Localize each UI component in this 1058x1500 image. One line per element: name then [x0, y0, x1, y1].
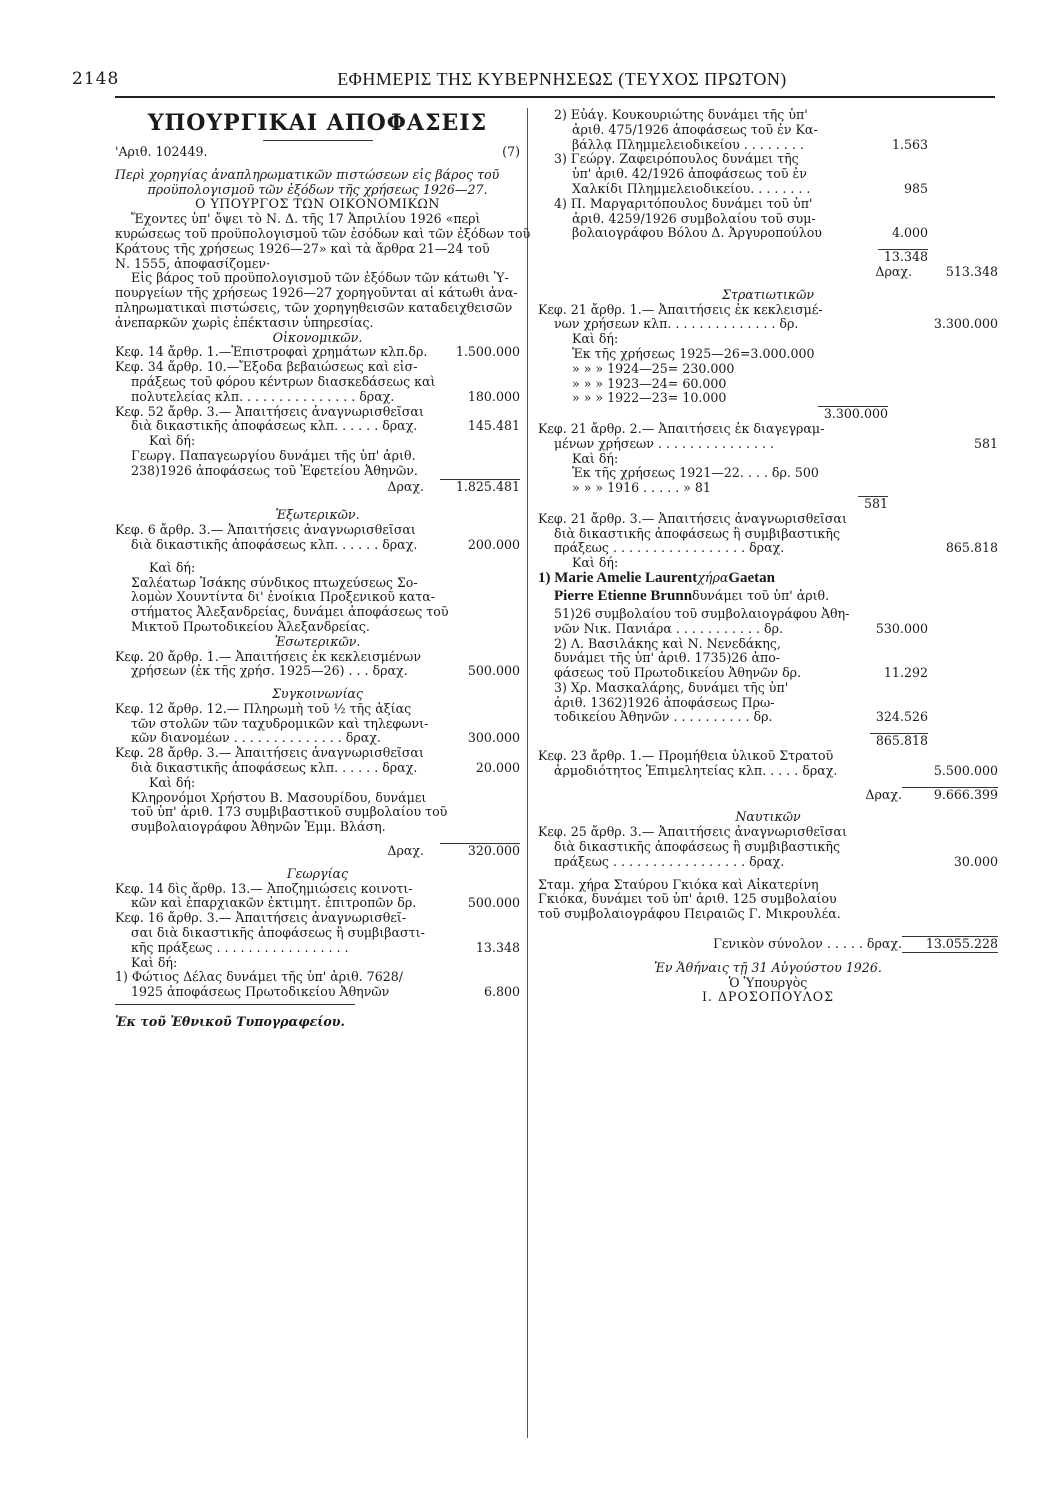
intro-line: πληρωματικαὶ πιστώσεις, τῶν χορηγηθεισῶν καταδειχθεισῶν	[115, 299, 513, 315]
entry-line: Καὶ δή:	[149, 559, 196, 575]
entry-line: Κεφ. 21 ἄρθρ. 2.— Ἀπαιτήσεις ἐκ διαγεγραμ-	[538, 420, 825, 436]
right-column	[538, 108, 998, 1005]
page-header	[72, 62, 992, 96]
subtotal-amount: 865.818	[870, 733, 928, 749]
entry-line: 238)1926 ἀποφάσεως τοῦ Ἐφετείου Ἀθηνῶν.	[131, 462, 418, 478]
total-amount: 1.825.481	[455, 478, 520, 494]
subtotal-line	[538, 733, 998, 749]
entry-line: τοδικείου Ἀθηνῶν . . . . . . . . . . δρ. 324.526	[538, 710, 998, 725]
entry-line: μένων χρήσεων . . . . . . . . . . . . . . . 581	[554, 435, 998, 451]
entry-line: Κεφ. 25 ἄρθρ. 3.— Ἀπαιτήσεις ἀναγνωρισθεῖσαι	[538, 824, 847, 840]
amount: 530.000	[875, 620, 928, 636]
entry-line: φάσεως τοῦ Πρωτοδικείου Ἀθηνῶν δρ. 11.292	[538, 666, 998, 681]
intro-line: κυρώσεως τοῦ προϋπολογισμοῦ τῶν ἐσόδων καὶ τῶν ἐξόδων τοῦ	[115, 225, 531, 241]
year-line: » » » 1916 . . . . . » 81	[572, 480, 711, 496]
amount: 6.800	[483, 984, 520, 1000]
year-line: » » » 1923—24= 60.000	[572, 375, 727, 391]
total-amount: 513.348	[945, 263, 998, 279]
entry-line: τῶν στολῶν τῶν ταχυδρομικῶν καὶ τηλεφωνι-	[131, 715, 429, 731]
person-line: 1) Marie Amelie Laurent χήρα Gaetan	[538, 569, 776, 586]
entry-line: κῆς πράξεως . . . . . . . . . . . . . . . . . 13.348	[131, 939, 520, 955]
minister-heading: Ο ΥΠΟΥΡΓΟΣ ΤΩΝ ΟΙΚΟΝΟΜΙΚΩΝ	[195, 196, 440, 212]
entry-line: Γκιόκα, δυνάμει τοῦ ὑπ' ἀριθ. 125 συμβολαίου	[538, 891, 837, 907]
subtotal-line	[538, 406, 998, 422]
entry-line: τοῦ συμβολαιογράφου Πειραιῶς Γ. Μικρουλέα.	[538, 906, 841, 922]
entry-line: 3) Γεώργ. Ζαφειρόπουλος δυνάμει τῆς	[554, 151, 799, 167]
amount: 300.000	[467, 730, 520, 746]
entry-line: ὑπ' ἀριθ. 42/1926 ἀποφάσεως τοῦ ἐν	[572, 166, 807, 182]
entry-line: πολυτελείας κλπ. . . . . . . . . . . . . . . δραχ. 180.000	[131, 388, 520, 404]
signer-title: Ὁ Ὑπουργὸς	[728, 974, 808, 990]
entry-line: 1925 ἀποφάσεως Πρωτοδικείου Ἀθηνῶν 6.800	[131, 984, 520, 1000]
column-divider	[527, 108, 528, 1438]
amount: 1.563	[891, 136, 928, 152]
total-line	[115, 480, 520, 495]
subject-line: προϋπολογισμοῦ τῶν ἐξόδων τῆς χρήσεως 1926—27.	[147, 181, 488, 197]
decision-number: 'Αριθ. 102449.	[115, 145, 208, 159]
intro-line: Ν. 1555, ἀποφασίζομεν·	[115, 255, 271, 271]
entry-line: πράξεως τοῦ φόρου κέντρων διασκεδάσεως καὶ	[131, 373, 436, 389]
amount: 200.000	[467, 536, 520, 552]
entry-line: ἀριθ. 475/1926 ἀποφάσεως τοῦ ἐν Κα-	[572, 121, 818, 137]
total-label: Δραχ.	[387, 843, 424, 859]
entry-line: τοῦ ὑπ' ἀριθ. 173 συμβιβαστικοῦ συμβολαίου τοῦ	[131, 804, 448, 820]
heading-exoterikon: Ἐξωτερικῶν.	[275, 507, 360, 523]
entry-line: Καὶ δή:	[572, 450, 619, 466]
intro-line: πουργείων τῆς χρήσεως 1926—27 χορηγοῦνται αἱ κάτωθι ἀνα-	[115, 285, 518, 301]
year-line: Ἐκ τῆς χρήσεως 1921—22. . . . δρ. 500	[572, 465, 819, 481]
intro-line: Ἔχοντες ὑπ' ὄψει τὸ Ν. Δ. τῆς 17 Ἀπριλίου 1926 «περὶ	[131, 211, 481, 227]
entry-line: Χαλκίδι Πλημμελειοδικείου. . . . . . . . 985	[538, 182, 998, 197]
grand-total-amount: 13.055.228	[902, 936, 998, 953]
entry-line: Γεωργ. Παπαγεωργίου δυνάμει τῆς ὑπ' ἀριθ.	[131, 447, 416, 463]
entry-line: Κεφ. 20 ἄρθρ. 1.— Ἀπαιτήσεις ἐκ κεκλεισμένων	[115, 648, 421, 664]
left-column	[115, 108, 531, 1030]
printer-rule	[115, 1004, 355, 1005]
intro-line: ἀνεπαρκῶν χωρὶς ἐπέκτασιν ὑπηρεσίας.	[115, 314, 374, 330]
entry-line: Κεφ. 23 ἄρθρ. 1.— Προμήθεια ὑλικοῦ Στρατοῦ	[538, 748, 834, 764]
entry-line: ἀριθ. 1362)1926 ἀποφάσεως Πρω-	[554, 694, 775, 710]
entry-line: διὰ δικαστικῆς ἀποφάσεως κλπ. . . . . . δραχ. 145.481	[131, 418, 520, 434]
entry-line: Καὶ δή:	[149, 433, 196, 449]
year-line: » » » 1924—25= 230.000	[572, 360, 735, 376]
entry-line: πράξεως . . . . . . . . . . . . . . . . . δραχ. 30.000	[554, 853, 998, 869]
entry-line: κῶν διανομέων . . . . . . . . . . . . . . δραχ. 300.000	[131, 730, 520, 746]
amount: 20.000	[475, 760, 520, 776]
entry-line: ἀριθ. 4259/1926 συμβολαίου τοῦ συμ-	[572, 210, 816, 226]
entry-line: 4) Π. Μαργαριτόπουλος δυνάμει τοῦ ὑπ'	[554, 195, 813, 211]
entry-line: χρήσεων (ἐκ τῆς χρήσ. 1925—26) . . . δραχ. 500.000	[131, 663, 520, 679]
amount: 145.481	[467, 418, 520, 434]
amount: 4.000	[891, 225, 928, 241]
subject-line: Περὶ χορηγίας ἀναπληρωματικῶν πιστώσεων εἰς βάρος τοῦ	[115, 166, 500, 182]
entry-line: στήματος Ἀλεξανδρείας, δυνάμει ἀποφάσεως τοῦ	[131, 604, 449, 620]
entry-line: βολαιογράφου Βόλου Δ. Ἀργυροπούλου 4.000	[538, 226, 998, 241]
subtotal-amount: 3.300.000	[818, 406, 888, 422]
grand-total-label: Γενικὸν σύνολον . . . . . δραχ.	[713, 936, 902, 952]
entry-line: Καὶ δή:	[149, 774, 196, 790]
amount: 324.526	[875, 709, 928, 725]
amount: 180.000	[467, 388, 520, 404]
entry-line: λομὼν Χουντίντα δι' ἐνοίκια Προξενικοῦ κατα-	[131, 589, 436, 605]
signer-name: Ι. ΔΡΟΣΟΠΟΥΛΟΣ	[701, 989, 835, 1005]
entry-line: Καὶ δή:	[131, 954, 178, 970]
entry-line: διὰ δικαστικῆς ἀποφάσεως ἢ συμβιβαστικῆς	[554, 839, 840, 855]
heading-esoterikon: Ἐσωτερικῶν.	[274, 633, 361, 649]
amount: 581	[973, 435, 998, 451]
heading-synkoinonias: Συγκοινωνίας	[272, 686, 363, 702]
heading-georgias: Γεωργίας	[286, 865, 349, 881]
page-number: 2148	[72, 69, 120, 89]
entry-line: Καὶ δή:	[572, 331, 619, 347]
year-line: » » » 1922—23= 10.000	[572, 390, 727, 406]
amount: 5.500.000	[933, 762, 998, 778]
entry-line: Κεφ. 14 ἄρθρ. 1.—Ἐπιστροφαὶ χρημάτων κλπ.δρ. 1.500.000	[115, 344, 520, 360]
entry-line: κῶν καὶ ἐπαρχιακῶν ἐκτιμητ. ἐπιτροπῶν δρ. 500.000	[131, 895, 520, 911]
entry-line: Κληρονόμοι Χρήστου Β. Μασουρίδου, δυνάμει	[131, 789, 427, 805]
entry-line: διὰ δικαστικῆς ἀποφάσεως κλπ. . . . . . δραχ. 200.000	[131, 536, 520, 552]
entry-line: 3) Χρ. Μασκαλάρης, δυνάμει τῆς ὑπ'	[554, 679, 789, 695]
entry-line: Μικτοῦ Πρωτοδικείου Ἀλεξανδρείας.	[131, 618, 370, 634]
entry-line: συμβολαιογράφου Ἀθηνῶν Ἐμμ. Βλάση.	[131, 819, 386, 835]
entry-line: Κεφ. 16 ἄρθρ. 3.— Ἀπαιτήσεις ἀναγνωρισθεῖ-	[115, 910, 407, 926]
entry-line: Κεφ. 14 δὶς ἄρθρ. 13.— Ἀποζημιώσεις κοινοτι-	[115, 880, 413, 896]
entry-line: δυνάμει τῆς ὑπ' ἀριθ. 1735)26 ἀπο-	[554, 650, 781, 666]
printer-imprint: Ἐκ τοῦ Ἐθνικοῦ Τυπογραφείου.	[115, 1014, 345, 1030]
entry-line: ἁρμοδιότητος Ἐπιμελητείας κλπ. . . . . δραχ. 5.500.000	[554, 762, 998, 778]
entry-line: Καὶ δή:	[572, 555, 619, 571]
header-rule	[115, 96, 995, 98]
entry-line: Σταμ. χήρα Σταύρου Γκιόκα καὶ Αἰκατερίνη	[538, 876, 819, 892]
entry-line: Κεφ. 21 ἄρθρ. 1.— Ἀπαιτήσεις ἐκ κεκλεισμέ-	[538, 301, 823, 317]
amount: 30.000	[953, 853, 998, 869]
amount: 13.348	[475, 939, 520, 955]
heading-naftikon: Ναυτικῶν	[735, 809, 801, 825]
amount: 865.818	[945, 540, 998, 556]
entry-line: 51)26 συμβολαίου τοῦ συμβολαιογράφου Ἀθη-	[554, 605, 850, 621]
amount: 500.000	[467, 663, 520, 679]
entry-line: πράξεως . . . . . . . . . . . . . . . . . δραχ. 865.818	[554, 540, 998, 556]
entry-line: 1) Φώτιος Δέλας δυνάμει τῆς ὑπ' ἀριθ. 7628/	[115, 969, 403, 985]
total-line	[538, 787, 998, 803]
entry-line: νων χρήσεων κλπ. . . . . . . . . . . . . . δρ. 3.300.000	[554, 316, 998, 332]
entry-line: Κεφ. 28 ἄρθρ. 3.— Ἀπαιτήσεις ἀναγνωρισθεῖσαι	[115, 745, 424, 761]
heading-stratiotikon: Στρατιωτικῶν	[721, 286, 815, 302]
entry-line: Κεφ. 52 ἄρθρ. 3.— Ἀπαιτήσεις ἀναγνωρισθεῖσαι	[115, 403, 424, 419]
amount: 500.000	[467, 895, 520, 911]
total-amount: 9.666.399	[902, 787, 998, 803]
date-line: Ἐν Ἀθήναις τῇ 31 Αὐγούστου 1926.	[654, 959, 882, 975]
entry-line: νῶν Νικ. Πανιάρα . . . . . . . . . . . δρ. 530.000	[538, 622, 998, 637]
intro-line: Κράτους τῆς χρήσεως 1926—27» καὶ τὰ ἄρθρα 21—24 τοῦ	[115, 240, 490, 256]
person-line: Pierre Etienne Brunn δυνάμει τοῦ ὑπ' ἀριθ.	[554, 587, 830, 604]
total-label: Δραχ.	[387, 478, 424, 494]
amount: 1.500.000	[455, 344, 520, 360]
heading-oikonomikon: Οἰκονομικῶν.	[272, 329, 363, 345]
gazette-title: ΕΦΗΜΕΡΙΣ ΤΗΣ ΚΥΒΕΡΝΗΣΕΩΣ (ΤΕΥΧΟΣ ΠΡΩΤΟΝ)	[337, 68, 787, 89]
total-label: Δραχ.	[865, 786, 902, 802]
entry-line: 2) Λ. Βασιλάκης καὶ Ν. Νενεδάκης,	[554, 635, 781, 651]
total-line	[115, 844, 520, 859]
grand-total-line	[538, 936, 998, 953]
entry-line: σαι διὰ δικαστικῆς ἀποφάσεως ἢ συμβιβαστι-	[131, 925, 425, 941]
entry-line: διὰ δικαστικῆς ἀποφάσεως ἢ συμβιβαστικῆς	[554, 525, 840, 541]
year-line: Ἐκ τῆς χρήσεως 1925—26=3.000.000	[572, 345, 815, 361]
entry-line: 2) Εὐάγ. Κουκουριώτης δυνάμει τῆς ὑπ'	[554, 107, 808, 122]
subtotal-line	[538, 249, 998, 265]
entry-line: Σαλέατωρ Ἰσάκης σύνδικος πτωχεύσεως Σο-	[131, 574, 418, 590]
entry-line: βάλλᾳ Πλημμελειοδικείου . . . . . . . . 1.563	[538, 138, 998, 153]
subtotal-line	[538, 496, 998, 512]
entry-line: Κεφ. 12 ἄρθρ. 12.— Πληρωμὴ τοῦ ½ τῆς ἀξίας	[115, 700, 412, 716]
subtotal-amount: 581	[858, 496, 888, 512]
subtotal-amount: 13.348	[878, 249, 928, 265]
intro-line: Εἰς βάρος τοῦ προϋπολογισμοῦ τῶν ἐξόδων τῶν κάτωθι Ὑ-	[131, 270, 509, 286]
amount: 3.300.000	[933, 316, 998, 332]
entry-line: διὰ δικαστικῆς ἀποφάσεως κλπ. . . . . . δραχ. 20.000	[131, 760, 520, 776]
decision-mark: (7)	[502, 144, 520, 159]
amount: 11.292	[883, 665, 928, 681]
entry-line: Κεφ. 21 ἄρθρ. 3.— Ἀπαιτήσεις ἀναγνωρισθεῖσαι	[538, 510, 847, 526]
total-amount: 320.000	[467, 843, 520, 859]
decision-number-line	[115, 145, 520, 160]
section-title: ΥΠΟΥΡΓΙΚΑΙ ΑΠΟΦΑΣΕΙΣ	[147, 110, 488, 136]
amount: 985	[903, 180, 928, 196]
title-rule	[263, 140, 373, 141]
entry-line: Κεφ. 34 ἄρθρ. 10.—Ἔξοδα βεβαιώσεως καὶ εἰσ-	[115, 359, 418, 375]
entry-line: Κεφ. 6 ἄρθρ. 3.— Ἀπαιτήσεις ἀναγνωρισθεῖσαι	[115, 522, 416, 538]
total-line	[538, 265, 998, 280]
total-label: Δραχ.	[875, 263, 912, 279]
